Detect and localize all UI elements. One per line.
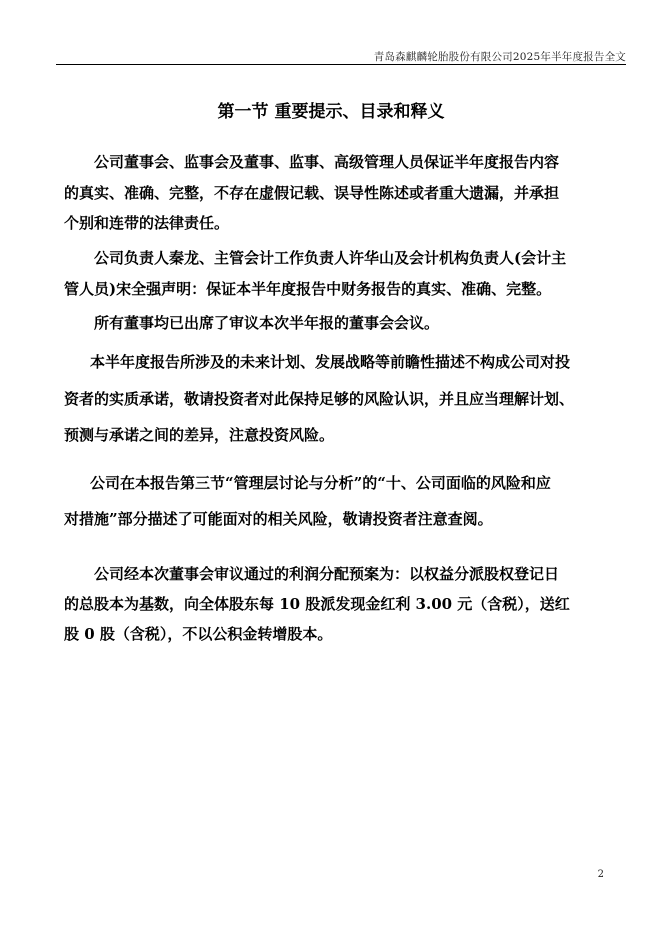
paragraph-line: 资者的实质承诺，敬请投资者对此保持足够的风险认识，并且应当理解计划、: [64, 390, 575, 408]
paragraph-line: 的真实、准确、完整，不存在虚假记载、误导性陈述或者重大遗漏，并承担: [64, 184, 560, 202]
paragraph-line: 对措施”部分描述了可能面对的相关风险，敬请投资者注意查阅。: [64, 510, 493, 528]
paragraph-line: 股 0 股（含税），不以公积金转增股本。: [64, 625, 333, 643]
paragraph-line: 个别和连带的法律责任。: [64, 214, 230, 232]
paragraph-line: 所有董事均已出席了审议本次半年报的董事会会议。: [94, 314, 440, 332]
paragraph-line: 预测与承诺之间的差异，注意投资风险。: [64, 426, 335, 444]
header-rule: [56, 64, 626, 65]
paragraph-line: 公司董事会、监事会及董事、监事、高级管理人员保证半年度报告内容: [94, 153, 560, 171]
paragraph-line: 管人员)宋全强声明：保证本半年度报告中财务报告的真实、准确、完整。: [64, 280, 552, 298]
paragraph-line: 公司在本报告第三节“管理层讨论与分析”的“十、公司面临的风险和应: [90, 474, 551, 492]
paragraph-line: 公司负责人秦龙、主管会计工作负责人许华山及会计机构负责人(会计主: [94, 249, 567, 267]
paragraph-line: 的总股本为基数，向全体股东每 10 股派发现金红利 3.00 元（含税），送红: [64, 595, 570, 613]
page-number: 2: [597, 869, 604, 880]
running-header: 青岛森麒麟轮胎股份有限公司2025年半年度报告全文: [373, 51, 626, 63]
section-title: 第一节 重要提示、目录和释义: [217, 102, 445, 122]
paragraph-line: 公司经本次董事会审议通过的利润分配预案为：以权益分派股权登记日: [94, 565, 560, 583]
paragraph-line: 本半年度报告所涉及的未来计划、发展战略等前瞻性描述不构成公司对投: [90, 353, 571, 371]
